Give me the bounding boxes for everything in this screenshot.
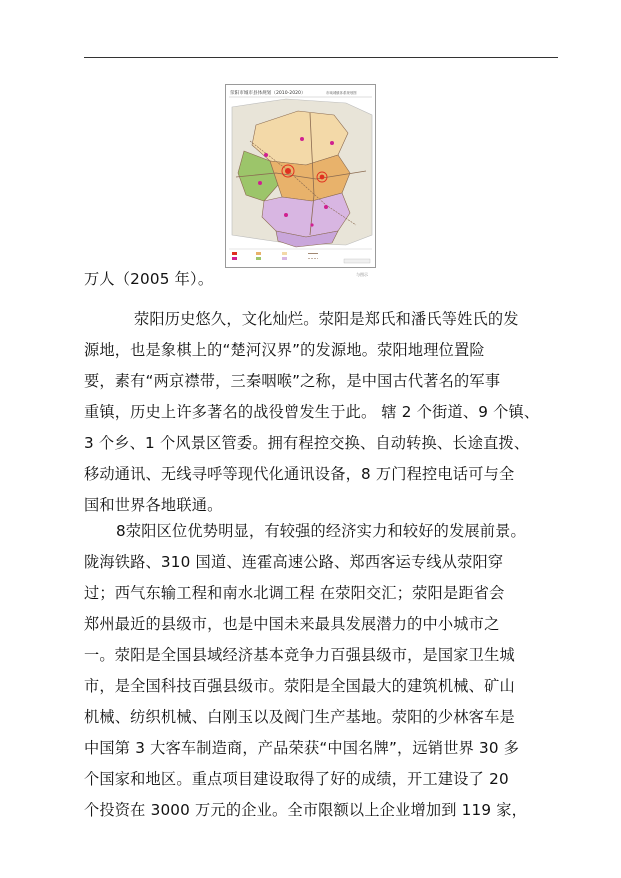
text-line-15: 机械、纺织机械、白刚玉以及阀门生产基地。荥阳的少林客车是 bbox=[84, 708, 515, 726]
map-city-center bbox=[285, 168, 291, 174]
text-line-6: 3 个乡、1 个风景区管委。拥有程控交换、自动转换、长途直拨、 bbox=[84, 434, 530, 452]
city-plan-map-figure bbox=[225, 84, 376, 268]
text-line-3: 源地，也是象棋上的“楚河汉界”的发源地。荥阳地理位置险 bbox=[84, 341, 485, 359]
text-line-12: 郑州最近的县级市，也是中国未来最具发展潜力的中小城市之 bbox=[84, 615, 500, 633]
map-legend-swatch bbox=[256, 252, 261, 255]
map-town-marker bbox=[330, 141, 334, 145]
map-scale-box bbox=[344, 259, 370, 263]
text-line-4: 要，素有“两京襟带，三秦咽喉”之称，是中国古代著名的军事 bbox=[84, 372, 501, 390]
map-town-marker bbox=[258, 181, 262, 185]
header-rule bbox=[84, 57, 558, 58]
map-subcenter bbox=[320, 175, 325, 180]
text-line-13: 一。荥阳是全国县域经济基本竞争力百强县级市，是国家卫生城 bbox=[84, 646, 515, 664]
map-town-marker bbox=[310, 223, 313, 226]
text-line-16: 中国第 3 大客车制造商，产品荣获“中国名牌”，远销世界 30 多 bbox=[84, 739, 520, 757]
map-subtitle: 市域城镇体系规划图 bbox=[326, 91, 357, 95]
city-plan-map bbox=[226, 85, 375, 267]
map-title: 荥阳市城市县体规划（2010-2020） bbox=[230, 91, 306, 96]
text-line-17: 个国家和地区。重点项目建设取得了好的成绩，开工建设了 20 bbox=[84, 770, 509, 788]
map-legend-swatch bbox=[282, 257, 287, 260]
map-town-marker bbox=[284, 213, 288, 217]
map-town-marker bbox=[300, 137, 304, 141]
map-legend-swatch bbox=[256, 257, 261, 260]
text-line-8: 国和世界各地联通。 bbox=[84, 496, 223, 514]
text-line-5: 重镇，历史上许多著名的战役曾发生于此。 辖 2 个街道、9 个镇、 bbox=[84, 403, 540, 421]
map-town-marker bbox=[264, 153, 268, 157]
text-line-11: 过；西气东输工程和南水北调工程 在荥阳交汇；荥阳是距省会 bbox=[84, 584, 505, 602]
text-line-14: 市，是全国科技百强县级市。荥阳是全国最大的建筑机械、矿山 bbox=[84, 677, 515, 695]
text-line-10: 陇海铁路、310 国道、连霍高速公路、郑西客运专线从荥阳穿 bbox=[84, 553, 504, 571]
text-line-2: 荥阳历史悠久，文化灿烂。荥阳是郑氏和潘氏等姓氏的发 bbox=[134, 310, 519, 328]
text-line-9: 8荥阳区位优势明显，有较强的经济实力和较好的发展前景。 bbox=[116, 522, 526, 540]
map-town-marker bbox=[324, 205, 328, 209]
text-line-18: 个投资在 3000 万元的企业。全市限额以上企业增加到 119 家， bbox=[84, 801, 528, 819]
map-legend-swatch bbox=[232, 252, 237, 255]
text-line-7: 移动通讯、无线寻呼等现代化通讯设备，8 万门程控电话可与全 bbox=[84, 465, 515, 483]
map-legend-swatch bbox=[232, 257, 237, 260]
map-source-note: 与图示 bbox=[356, 272, 368, 277]
text-line-1: 万人（2005 年）。 bbox=[84, 270, 214, 288]
map-legend-swatch bbox=[282, 252, 287, 255]
